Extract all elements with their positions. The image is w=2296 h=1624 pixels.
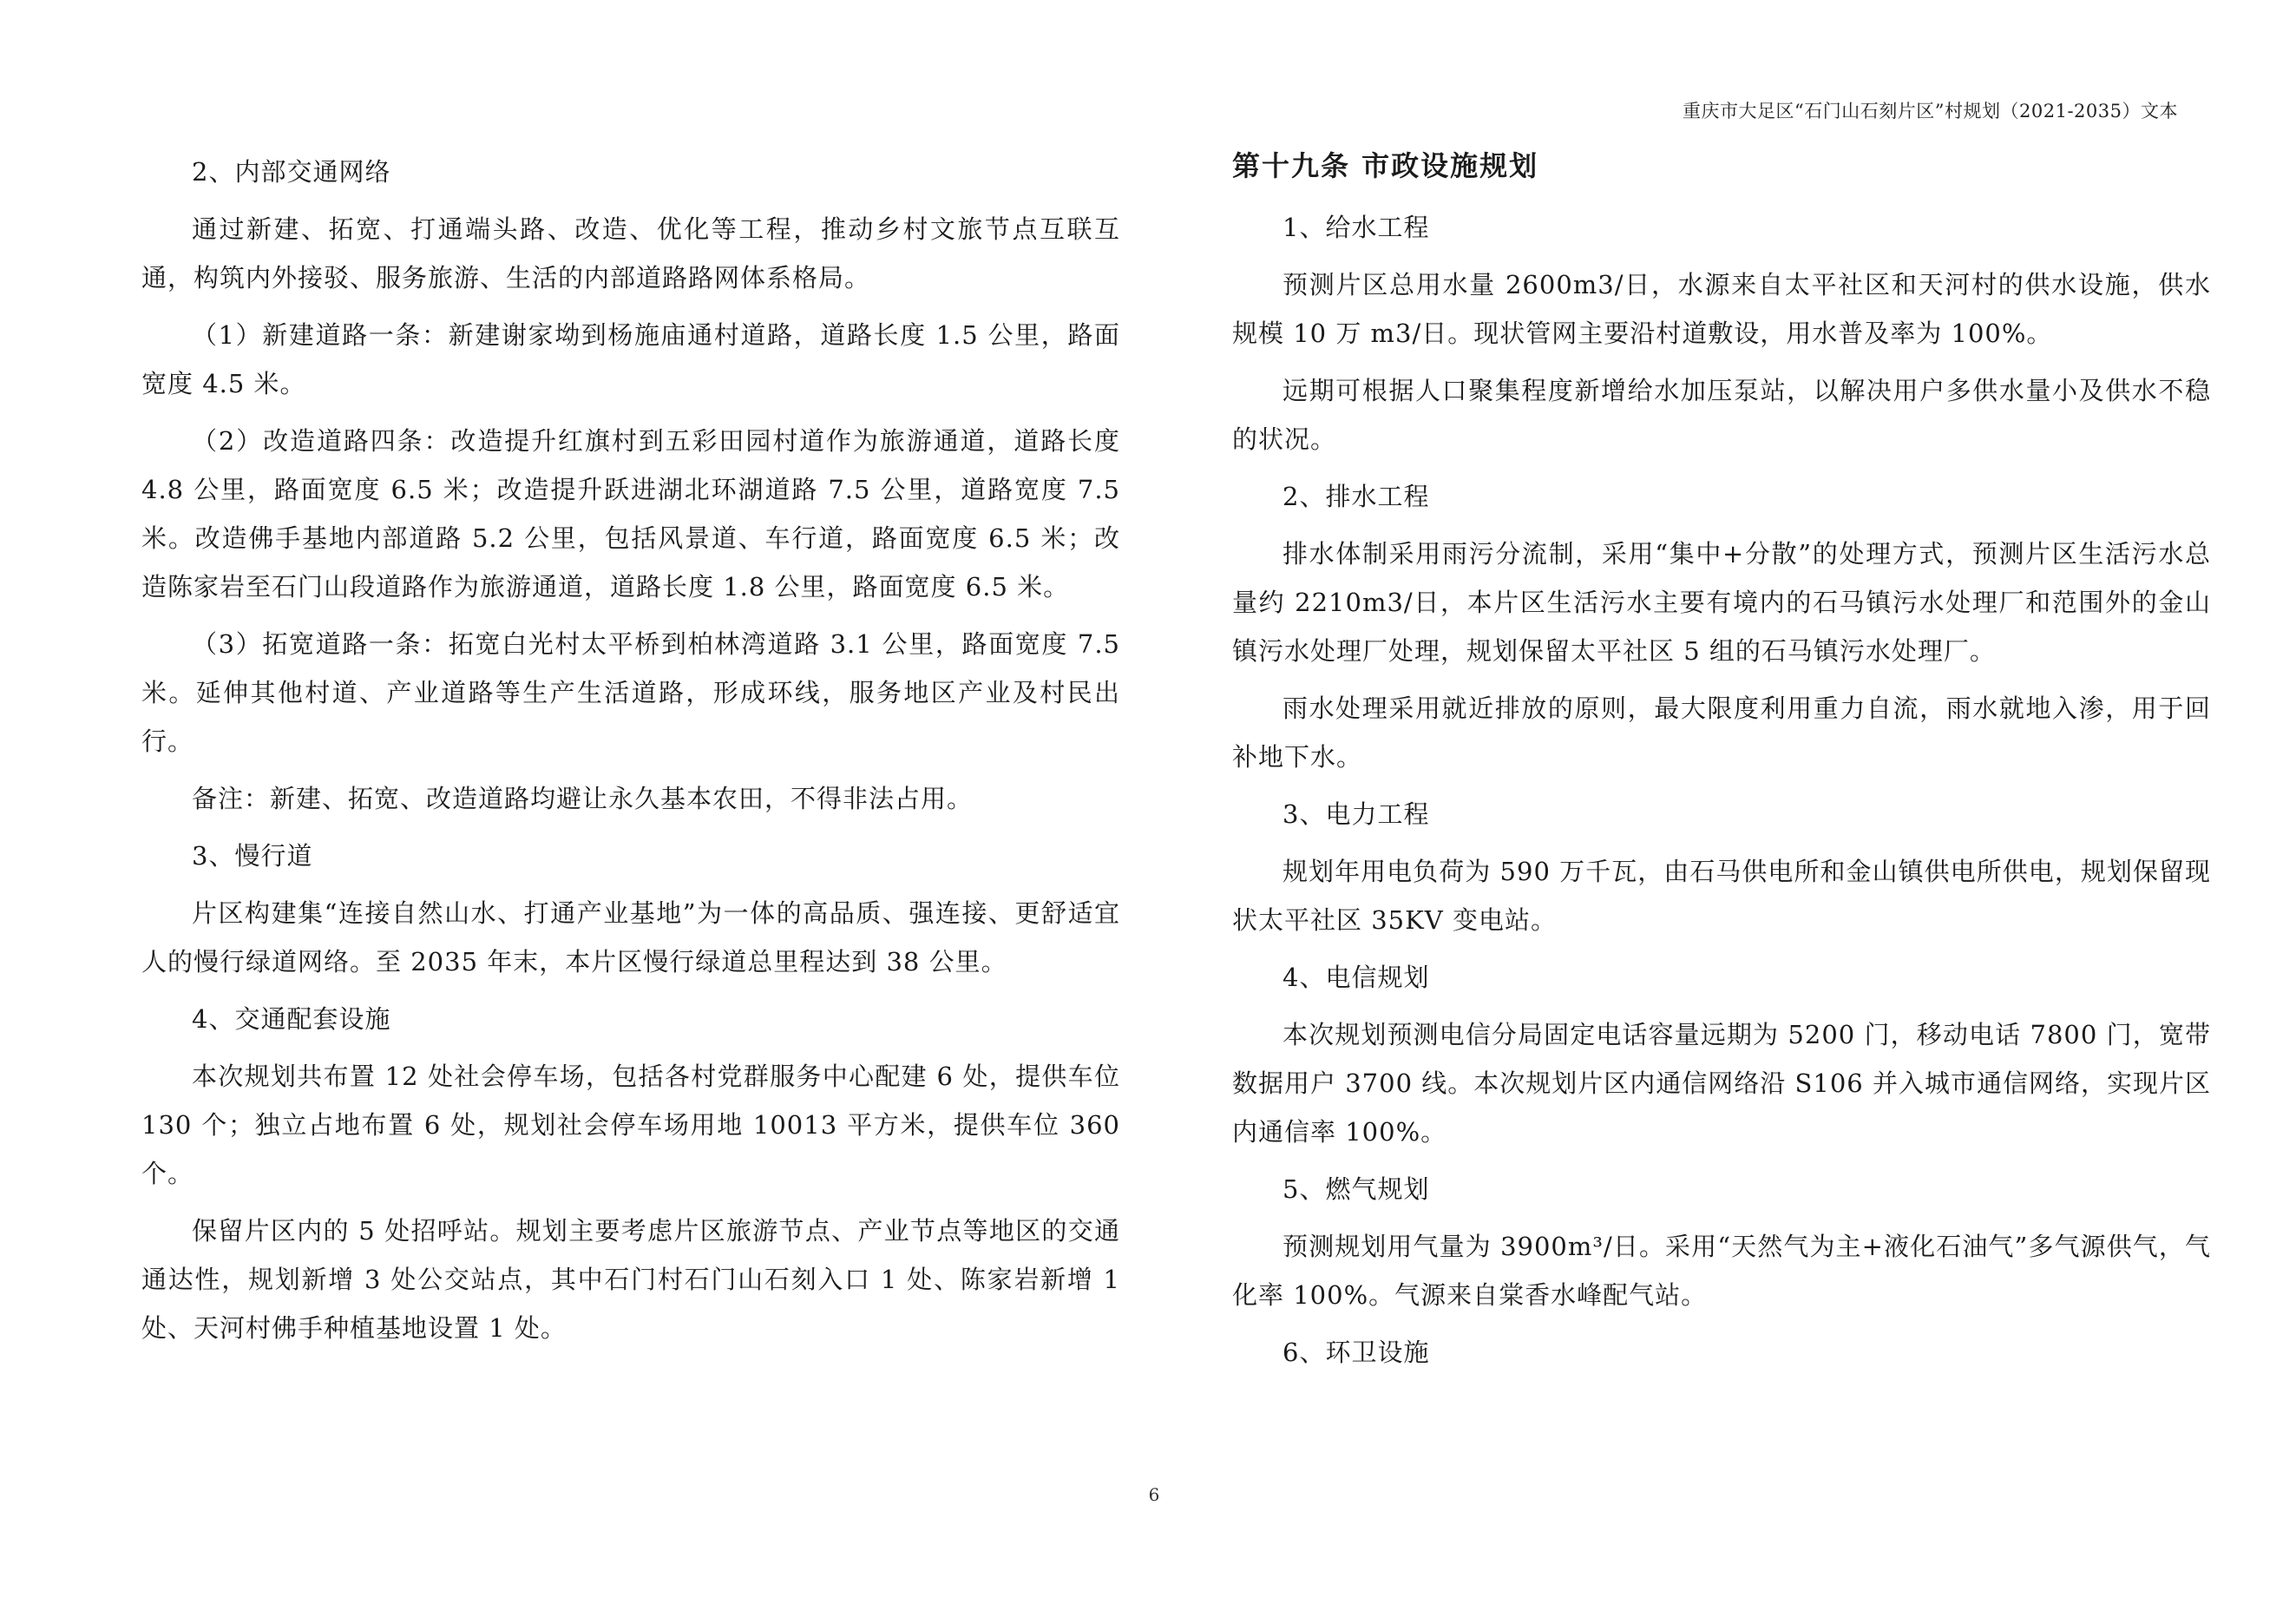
- running-header: 重庆市大足区“石门山石刻片区”村规划（2021-2035）文本: [1683, 101, 2178, 122]
- note-paragraph: 备注：新建、拓宽、改造道路均避让永久基本农田，不得非法占用。: [192, 784, 974, 813]
- section-subheading: 2、内部交通网络: [192, 157, 391, 187]
- paragraph: （2）改造道路四条：改造提升红旗村到五彩田园村道作为旅游通道，道路长度 4.8 公里，路面宽度 6.5 米；改造提升跃进湖北环湖道路 7.5 公里，道路宽度 7.5 米。改造佛手基地内部道路 5.2 公里，包括风景道、车行道，路面宽度 6.5 米；改造陈家岩至石门山段道路作为旅游通道，道路长度 1.8 公里，路面宽度 6.5 米。: [141, 426, 1120, 602]
- paragraph: 规划年用电负荷为 590 万千瓦，由石马供电所和金山镇供电所供电，规划保留现状太平社区 35KV 变电站。: [1232, 857, 2211, 935]
- paragraph: 本次规划预测电信分局固定电话容量远期为 5200 门，移动电话 7800 门，宽带数据用户 3700 线。本次规划片区内通信网络沿 S106 并入城市通信网络，实现片区内通信率 100%。: [1232, 1020, 2211, 1147]
- paragraph: 通过新建、拓宽、打通端头路、改造、优化等工程，推动乡村文旅节点互联互通，构筑内外接驳、服务旅游、生活的内部道路路网体系格局。: [141, 214, 1120, 293]
- paragraph: 预测规划用气量为 3900m³/日。采用“天然气为主+液化石油气”多气源供气，气化率 100%。气源来自棠香水峰配气站。: [1232, 1232, 2211, 1310]
- section-subheading: 3、电力工程: [1282, 799, 1430, 829]
- right-column: [1232, 148, 2211, 1385]
- paragraph: 保留片区内的 5 处招呼站。规划主要考虑片区旅游节点、产业节点等地区的交通通达性，规划新增 3 处公交站点，其中石门村石门山石刻入口 1 处、陈家岩新增 1 处、天河村佛手种植基地设置 1 处。: [141, 1216, 1120, 1343]
- section-subheading: 6、环卫设施: [1282, 1338, 1430, 1367]
- section-subheading: 4、交通配套设施: [192, 1004, 391, 1034]
- section-subheading: 4、电信规划: [1282, 963, 1430, 992]
- left-column: [141, 148, 1120, 1361]
- section-subheading: 1、给水工程: [1282, 213, 1430, 242]
- paragraph: 排水体制采用雨污分流制，采用“集中+分散”的处理方式，预测片区生活污水总量约 2210m3/日，本片区生活污水主要有境内的石马镇污水处理厂和范围外的金山镇污水处理厂处理，规划保留太平社区 5 组的石马镇污水处理厂。: [1232, 539, 2211, 666]
- section-subheading: 2、排水工程: [1282, 482, 1430, 511]
- paragraph: 本次规划共布置 12 处社会停车场，包括各村党群服务中心配建 6 处，提供车位 130 个；独立占地布置 6 处，规划社会停车场用地 10013 平方米，提供车位 360 个。: [141, 1062, 1120, 1188]
- page-number: 6: [1148, 1484, 1160, 1505]
- paragraph: 片区构建集“连接自然山水、打通产业基地”为一体的高品质、强连接、更舒适宜人的慢行绿道网络。至 2035 年末，本片区慢行绿道总里程达到 38 公里。: [141, 898, 1120, 976]
- paragraph: （1）新建道路一条：新建谢家坳到杨施庙通村道路，道路长度 1.5 公里，路面宽度 4.5 米。: [141, 320, 1120, 398]
- section-subheading: 5、燃气规划: [1282, 1174, 1430, 1204]
- paragraph: 雨水处理采用就近排放的原则，最大限度利用重力自流，雨水就地入渗，用于回补地下水。: [1232, 694, 2211, 772]
- article-heading: 第十九条 市政设施规划: [1232, 149, 1539, 182]
- section-subheading: 3、慢行道: [192, 841, 313, 871]
- paragraph: 预测片区总用水量 2600m3/日，水源来自太平社区和天河村的供水设施，供水规模 10 万 m3/日。现状管网主要沿村道敷设，用水普及率为 100%。: [1232, 270, 2211, 348]
- paragraph: （3）拓宽道路一条：拓宽白光村太平桥到柏林湾道路 3.1 公里，路面宽度 7.5 米。延伸其他村道、产业道路等生产生活道路，形成环线，服务地区产业及村民出行。: [141, 629, 1120, 756]
- paragraph: 远期可根据人口聚集程度新增给水加压泵站，以解决用户多供水量小及供水不稳的状况。: [1232, 376, 2211, 454]
